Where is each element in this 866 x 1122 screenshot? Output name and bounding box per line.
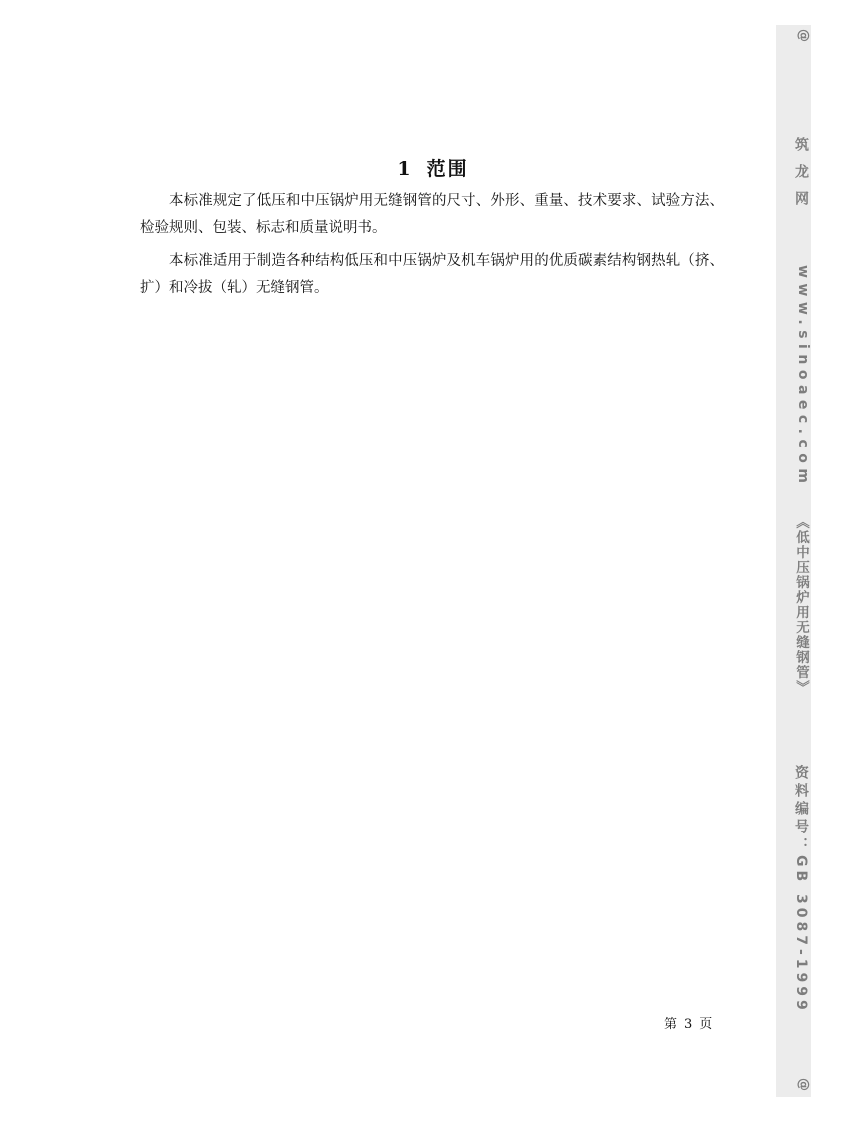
watermark-book-title: 《低中压锅炉用无缝钢管》: [793, 515, 809, 695]
watermark-at-symbol-top: @: [796, 29, 811, 42]
scope-paragraph-1: 本标准规定了低压和中压锅炉用无缝钢管的尺寸、外形、重量、技术要求、试验方法、检验规则、包装、标志和质量说明书。: [140, 193, 724, 236]
section-title: 范围: [426, 158, 469, 180]
watermark-doc-code: 资料编号：GB 3087-1999: [793, 765, 809, 1014]
scope-paragraph-2: 本标准适用于制造各种结构低压和中压锅炉及机车锅炉用的优质碳素结构钢热轧（挤、扩）和冷拔（轧）无缝钢管。: [140, 253, 724, 296]
page-number-suffix: 页: [699, 1017, 714, 1032]
page-number: [664, 1013, 713, 1032]
watermark-url: www.sinoaec.com: [795, 265, 811, 489]
watermark-site-name: 筑龙网: [793, 137, 809, 218]
watermark-strip: [776, 25, 811, 1097]
section-heading: [0, 154, 866, 181]
section-number: 1: [397, 158, 413, 180]
watermark-at-symbol-bottom: @: [796, 1078, 811, 1091]
page-number-value: 3: [684, 1017, 694, 1032]
page-number-prefix: 第: [664, 1017, 679, 1032]
